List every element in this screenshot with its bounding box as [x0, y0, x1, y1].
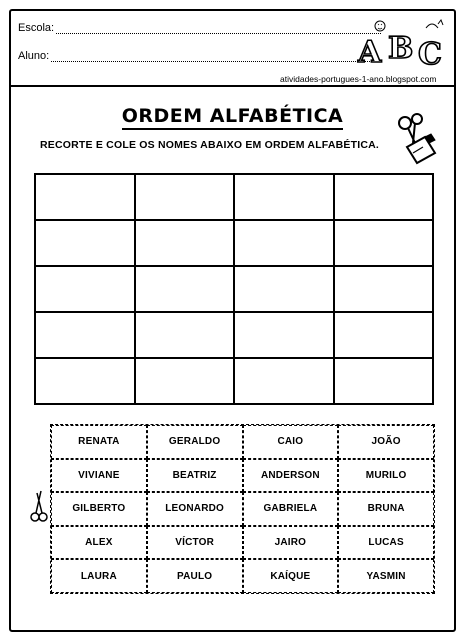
- name-card[interactable]: RENATA: [51, 425, 147, 459]
- answer-cell[interactable]: [334, 174, 434, 220]
- answer-cell[interactable]: [334, 220, 434, 266]
- answer-cell[interactable]: [135, 358, 235, 404]
- answer-cell[interactable]: [334, 312, 434, 358]
- name-card[interactable]: GABRIELA: [243, 492, 339, 526]
- name-card[interactable]: JAIRO: [243, 526, 339, 560]
- abc-letters-icon: [352, 14, 450, 70]
- answer-cell[interactable]: [135, 312, 235, 358]
- name-card[interactable]: KAÍQUE: [243, 559, 339, 593]
- name-card[interactable]: ALEX: [51, 526, 147, 560]
- answer-cell[interactable]: [135, 266, 235, 312]
- blog-url: atividades-portugues-1-ano.blogspot.com: [280, 74, 437, 84]
- answer-cell[interactable]: [234, 312, 334, 358]
- instruction-text: RECORTE E COLE OS NOMES ABAIXO EM ORDEM ALFABÉTICA.: [40, 139, 380, 151]
- answer-cell[interactable]: [334, 358, 434, 404]
- name-card[interactable]: JOÃO: [338, 425, 434, 459]
- school-label: Escola:: [18, 22, 55, 34]
- scissors-icon: [30, 487, 48, 525]
- name-card[interactable]: BEATRIZ: [147, 459, 243, 493]
- name-card[interactable]: ANDERSON: [243, 459, 339, 493]
- answer-cell[interactable]: [234, 266, 334, 312]
- name-card[interactable]: BRUNA: [338, 492, 434, 526]
- name-card[interactable]: LAURA: [51, 559, 147, 593]
- answer-cell[interactable]: [35, 358, 135, 404]
- answer-cell[interactable]: [135, 220, 235, 266]
- answer-cell[interactable]: [234, 358, 334, 404]
- name-card[interactable]: CAIO: [243, 425, 339, 459]
- answer-cell[interactable]: [234, 174, 334, 220]
- student-line[interactable]: [51, 53, 376, 62]
- name-card[interactable]: MURILO: [338, 459, 434, 493]
- student-field[interactable]: [18, 50, 376, 62]
- logo-letter-a: A: [358, 35, 382, 70]
- school-field[interactable]: [18, 22, 381, 34]
- student-label: Aluno:: [18, 50, 50, 62]
- answer-cell[interactable]: [35, 266, 135, 312]
- scissors-glue-icon: [393, 113, 441, 175]
- answer-cell[interactable]: [35, 312, 135, 358]
- answer-cell[interactable]: [35, 174, 135, 220]
- answer-cell[interactable]: [334, 266, 434, 312]
- answer-cell[interactable]: [234, 220, 334, 266]
- name-card[interactable]: PAULO: [147, 559, 243, 593]
- header-divider: [9, 85, 456, 87]
- name-card[interactable]: GERALDO: [147, 425, 243, 459]
- name-card[interactable]: GILBERTO: [51, 492, 147, 526]
- names-grid: [50, 424, 435, 594]
- name-card[interactable]: VÍCTOR: [147, 526, 243, 560]
- name-card[interactable]: LEONARDO: [147, 492, 243, 526]
- answer-cell[interactable]: [35, 220, 135, 266]
- logo-letter-c: C: [418, 37, 442, 70]
- page-title: ORDEM ALFABÉTICA: [122, 105, 344, 130]
- name-card[interactable]: LUCAS: [338, 526, 434, 560]
- school-line[interactable]: [56, 25, 381, 34]
- answer-grid: [34, 173, 434, 405]
- name-card[interactable]: VIVIANE: [51, 459, 147, 493]
- logo-letter-b: B: [388, 31, 414, 66]
- answer-cell[interactable]: [135, 174, 235, 220]
- name-card[interactable]: YASMIN: [338, 559, 434, 593]
